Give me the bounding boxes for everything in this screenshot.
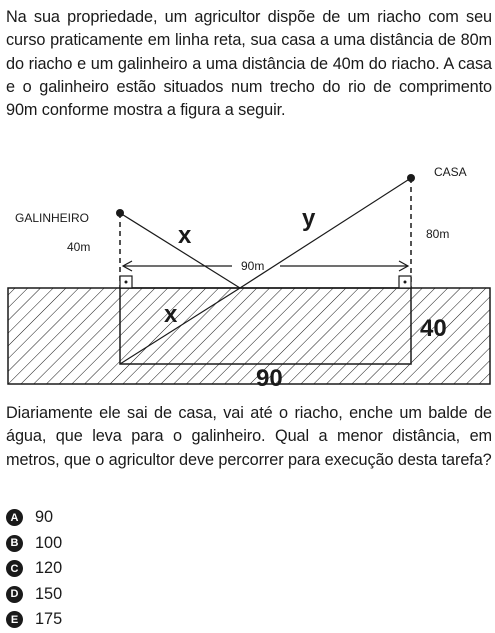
galinheiro-label: GALINHEIRO: [15, 211, 90, 225]
casa-distance-label: 80m: [426, 227, 450, 241]
option-a-value: 90: [35, 508, 54, 527]
question-prompt-text: Diariamente ele sai de casa, vai até o riacho, enche um balde de água, que leva para o galinheiro. Qual a menor distância, em metros, que o agricultor deve percorrer para execução desta tarefa?: [6, 404, 492, 469]
option-d-badge: D: [6, 586, 23, 603]
option-d[interactable]: [6, 582, 62, 608]
option-c-badge: C: [6, 560, 23, 577]
option-a[interactable]: [6, 505, 62, 531]
reflected-x-label: x: [164, 301, 178, 328]
question-intro-text: Na sua propriedade, um agricultor dispõe de um riacho com seu curso praticamente em linha reta, sua casa a uma distância de 80m do riacho e um galinheiro a uma distância de 40m do riacho. A casa e o galinheiro estão situados num trecho do rio de comprimento 90m conforme mostra a figura a seguir.: [6, 8, 492, 120]
casa-point: [407, 174, 415, 182]
length-label: 90m: [241, 259, 265, 273]
answer-options: [6, 505, 62, 633]
casa-label: CASA: [434, 165, 467, 179]
option-d-value: 150: [35, 584, 63, 603]
height-40-label: 40: [420, 315, 447, 342]
galinheiro-point: [116, 209, 124, 217]
option-c-value: 120: [35, 559, 63, 578]
option-a-badge: A: [6, 509, 23, 526]
option-e[interactable]: [6, 607, 62, 633]
option-b[interactable]: [6, 531, 62, 557]
option-b-value: 100: [35, 533, 63, 552]
galinheiro-distance-label: 40m: [67, 240, 91, 254]
option-b-badge: B: [6, 535, 23, 552]
option-e-badge: E: [6, 611, 23, 628]
width-90-label: 90: [256, 365, 283, 392]
option-c[interactable]: [6, 556, 62, 582]
segment-y-label: y: [302, 205, 316, 232]
path-y: [240, 178, 411, 288]
segment-x-label: x: [178, 222, 192, 249]
option-e-value: 175: [35, 610, 63, 629]
river-diagram: [0, 150, 495, 395]
